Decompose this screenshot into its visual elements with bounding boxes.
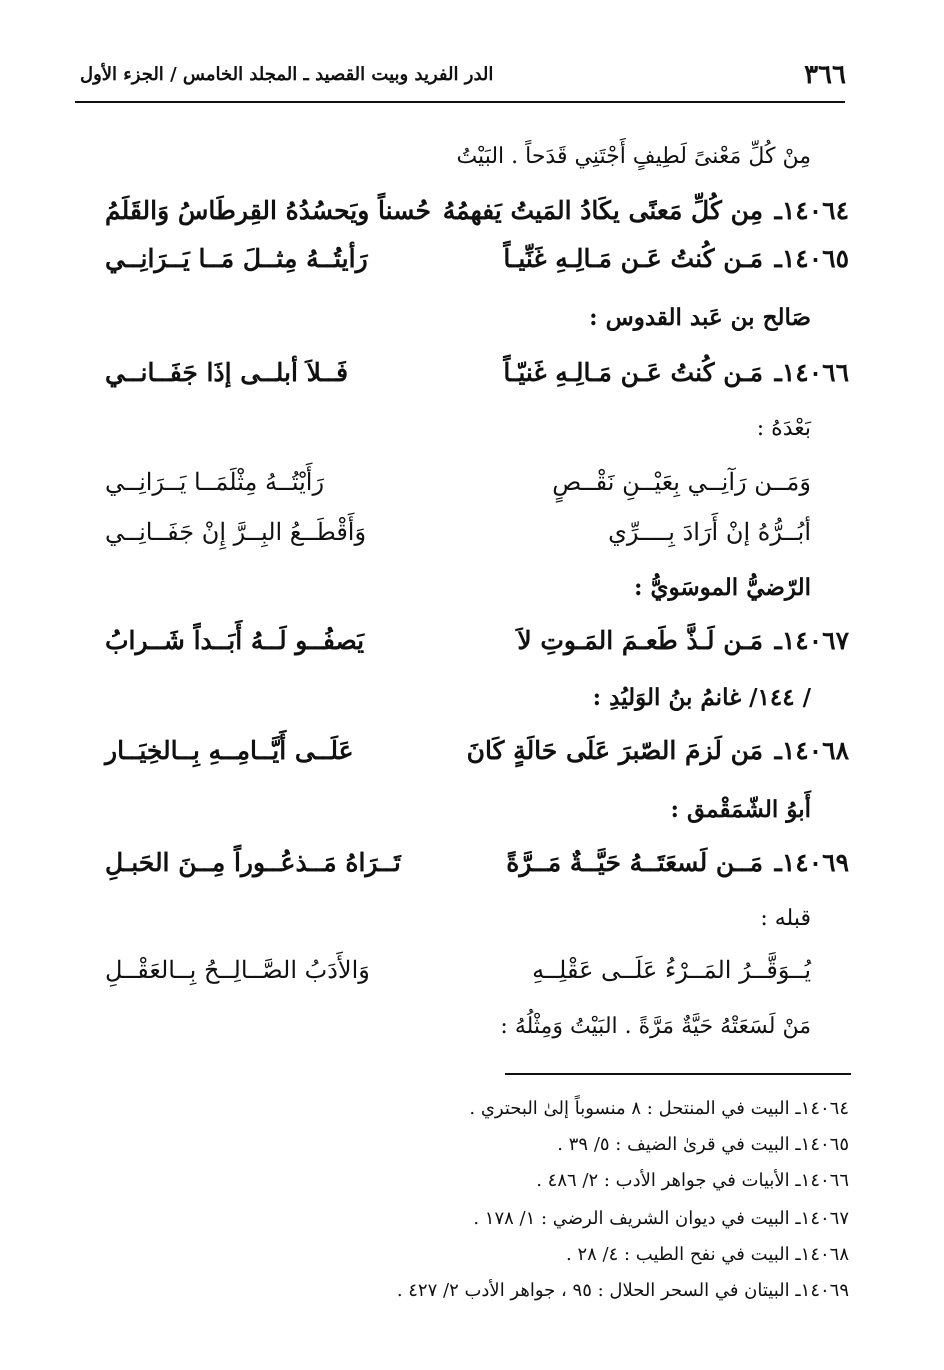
- note-line: [105, 410, 849, 456]
- poet-name: الرّضيُّ الموسَويُّ :: [633, 574, 811, 601]
- footnote: ١٤٠٦٨ـ البيت في نفح الطيب : ٤/ ٢٨ .: [566, 1244, 849, 1265]
- intro-line: [105, 138, 849, 184]
- verse-second-hemistich: حُسناً ويَحسُدُهُ القِرطَاسُ وَالقَلَمُ: [105, 196, 431, 225]
- verse-14065: [105, 240, 849, 286]
- poet-name: صَالح بن عَبد القدوس :: [589, 304, 811, 331]
- verse-second-hemistich: يَصفُــو لَــهُ أَبَــداً شَــرابُ: [105, 626, 365, 655]
- verse-number: ١٤٠٦٤ـ: [774, 196, 849, 225]
- footnote: ١٤٠٦٩ـ البيتان في السحر الحلال : ٩٥ ، جواهر الأدب ٢/ ٤٢٧ .: [396, 1280, 849, 1301]
- verse-second-hemistich: وَأَقْطَــعُ البِــرَّ إِنْ جَفَــانِــي: [105, 518, 367, 546]
- note-after: بَعْدَهُ :: [756, 416, 811, 441]
- poet-heading: [105, 568, 849, 614]
- verse-number: ١٤٠٦٥ـ: [774, 244, 849, 273]
- verse-number: ١٤٠٦٩ـ: [774, 848, 849, 877]
- verse-second-hemistich: وَالأَدَبُ الصَّــالِــحُ بِــالعَقْــلِ: [105, 956, 370, 984]
- verse-first-hemistich: مَـن كُنتُ عَـن مَـالِـهِ غَنيّـاً: [503, 358, 763, 387]
- note-line: [105, 900, 849, 946]
- note-before: قبله :: [760, 906, 811, 931]
- verse-first-hemistich: مَـن لَـذَّ طَعـمَ المَـوتِ لاَ: [517, 626, 763, 655]
- verse-first-hemistich: أبُــرُّهُ إنْ أَرَادَ بِــــرِّي: [608, 518, 811, 546]
- footnote: ١٤٠٦٤ـ البيت في المنتحل : ٨ منسوباً إلىٰ البحتري .: [469, 1098, 849, 1119]
- footnote: ١٤٠٦٧ـ البيت في ديوان الشريف الرضي : ١/ ١٧٨ .: [473, 1208, 849, 1229]
- verse-first-hemistich: يُــوَقَّــرُ المَــرْءُ عَلَــى عَقْلِــهِ: [532, 956, 811, 984]
- footnote: ١٤٠٦٦ـ الأبيات في جواهر الأدب : ٢/ ٤٨٦ .: [536, 1170, 849, 1191]
- verse-first-hemistich: مَن لَزمَ الصّبرَ عَلَى حَالَةٍ كَانَ: [466, 736, 763, 765]
- verse-second-hemistich: عَلَــى أَيَّــامِــهِ بِــالخِيَــار: [105, 736, 354, 765]
- footnote-rule: [505, 1073, 851, 1075]
- couplet-line-3: [105, 952, 849, 998]
- verse-number: ١٤٠٦٦ـ: [774, 358, 849, 387]
- outro-line: [105, 1008, 849, 1054]
- verse-second-hemistich: تَــرَاهُ مَــذعُــوراً مِــنَ الحَبـلِ: [105, 848, 401, 877]
- verse-number: ١٤٠٦٨ـ: [774, 736, 849, 765]
- verse-first-hemistich: مَـن كُنتُ عَـن مَـالِـهِ غَنِّيـاً: [503, 244, 763, 273]
- verse-14066: [105, 354, 849, 400]
- poet-name: / ١٤٤/ غانمُ بنُ الوَليُدِ :: [592, 684, 811, 711]
- verse-14064: [105, 192, 849, 238]
- verse-second-hemistich: رَأَيْتُــهُ مِثْلَمَــا يَــرَانِــي: [105, 468, 325, 496]
- verse-14067: [105, 622, 849, 668]
- poet-heading: [105, 678, 849, 724]
- outro-text: مَنْ لَسَعَتْهُ حَيَّةٌ مَرَّةً . البَيْتُ وَمِثْلُهُ :: [500, 1014, 811, 1039]
- verse-second-hemistich: فَــلاَ أبلــى إذَا جَفَــانــي: [105, 358, 349, 387]
- couplet-line-2: [105, 514, 849, 560]
- page-number: ٣٦٦: [804, 60, 846, 90]
- verse-first-hemistich: وَمَــن رَآنِــي بِعَيْــنِ نَقْــصٍ: [552, 468, 811, 496]
- running-header-title: الدر الفريد وبيت القصيد ـ المجلد الخامس / الجزء الأول: [80, 64, 494, 85]
- verse-first-hemistich: مَــن لَسعَتَــهُ حَيَّــةٌ مَــرَّةً: [506, 848, 763, 877]
- verse-first-hemistich: مِن كُلِّ مَعنًى يكَادُ المَيتُ يَفهمُهُ: [442, 196, 763, 225]
- footnote: ١٤٠٦٥ـ البيت في قرىٰ الضيف : ٥/ ٣٩ .: [557, 1134, 849, 1155]
- verse-14069: [105, 844, 849, 890]
- intro-text: مِنْ كُلِّ مَعْنىً لَطِيفٍ أَجْتَنِي قَدَحاً . البَيْتُ: [456, 144, 811, 169]
- poet-heading: [105, 298, 849, 344]
- couplet-line-1: [105, 464, 849, 510]
- poet-name: أَبوُ الشّمَقْمق :: [670, 796, 811, 823]
- poet-heading: [105, 790, 849, 836]
- verse-second-hemistich: رَأيتُــهُ مِثــلَ مَــا يَــرَانِــي: [105, 244, 368, 273]
- header-rule: [75, 101, 845, 103]
- verse-14068: [105, 732, 849, 778]
- verse-number: ١٤٠٦٧ـ: [774, 626, 849, 655]
